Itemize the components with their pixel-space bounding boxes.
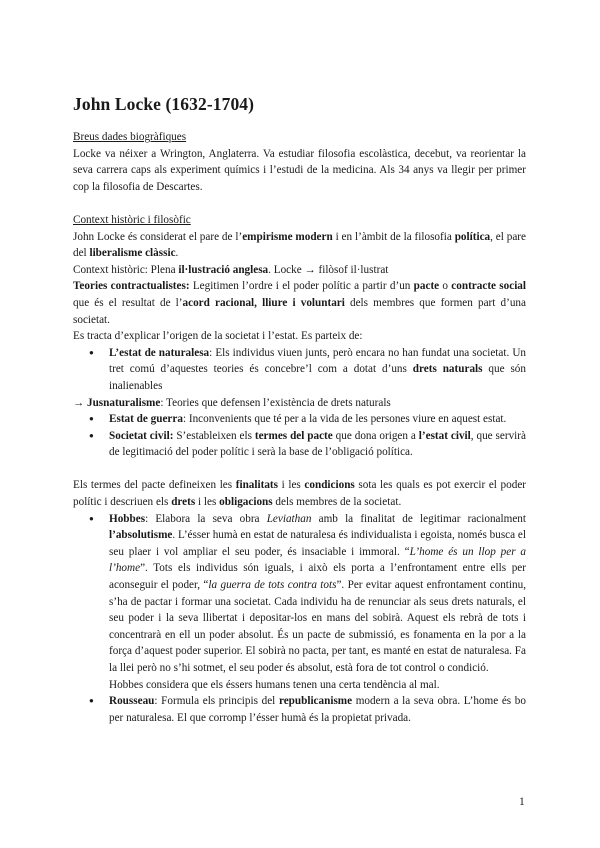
text-run: Els termes del pacte defineixen les	[73, 479, 236, 492]
text-run: i les	[278, 479, 305, 492]
text-run: Context històric: Plena	[73, 263, 179, 276]
text-run: , el pare del	[73, 230, 527, 260]
text-run: .	[175, 247, 179, 260]
text-run: sota les quals es pot exercir el poder polític i descriuen els	[73, 479, 527, 509]
spacer	[73, 195, 526, 212]
page-title: John Locke (1632-1704)	[73, 94, 255, 114]
bold-term: finalitats	[235, 479, 279, 492]
terms-paragraph	[73, 477, 526, 510]
list-item	[73, 345, 526, 395]
bold-term: Jusnaturalisme	[86, 396, 161, 409]
text-run: i en l’àmbit de la filosofia	[332, 230, 455, 243]
list-item	[73, 693, 526, 726]
bold-term: termes del pacte	[254, 429, 333, 442]
bold-term: il·lustració anglesa	[178, 263, 269, 276]
hobbes-note: Hobbes considera que els éssers humans tenen una certa tendència al mal.	[109, 678, 440, 691]
bold-term: liberalisme clàssic	[89, 247, 176, 260]
context-heading: Context històric i filosòfic	[73, 213, 191, 226]
text-run: que són inalienables	[109, 363, 526, 392]
text-run: ”. Per evitar aquest enfrontament continu, s’ha de pactar i formar una societat. Cada individu ha de renunciar als seus drets naturals, el seu poder i la seva llibertat i depositar-los en mans del sobirà. Aquest els rebrà de tots i concentrarà en ell un poder absolut. És un pacte de submissió, es fonamenta en la por a la força d’aquest poder superior. El sobirà no pacta, per tant, es manté en estat de naturalesa. Fa la llei però no s’hi sotmet, el seu poder és absolut, està fora de tot control o condició.	[109, 579, 526, 674]
text-run: Legitimen l’ordre i el poder polític a partir d’un	[189, 280, 414, 293]
bullet-list-hobbes	[73, 511, 526, 677]
context-paragraph-2	[73, 262, 526, 279]
text-run: que és el resultat de l’	[73, 296, 183, 309]
text-run: modern a la seva obra. L’home és bo per naturalesa. El que corromp l’ésser humà és la propietat privada.	[109, 695, 526, 724]
bold-term: acord racional, lliure i voluntari	[182, 296, 345, 309]
context-paragraph-1	[73, 229, 526, 262]
text-run: →	[73, 396, 87, 409]
bold-term: obligacions	[219, 496, 273, 509]
italic-term: L’home és un llop per a l’home	[109, 545, 526, 575]
text-run: : Inconvenients que té per a la vida de les persones viure en aquest estat.	[182, 413, 507, 426]
bold-term: Societat civil:	[109, 429, 174, 442]
page-content	[73, 93, 526, 726]
text-run: : Teories que defensen l’existència de drets naturals	[160, 396, 391, 409]
bold-term: Hobbes	[109, 512, 146, 525]
bio-paragraph: Locke va néixer a Wrington, Anglaterra. Va estudiar filosofia escolàstica, decebut, va reorientar la seva carrera caps als experiment químics i l’estudi de la medicina. Als 34 anys va llegir per primer cop la filosofia de Descartes.	[73, 147, 526, 193]
bold-term: contracte social	[451, 280, 526, 293]
text-run: amb la finalitat de legitimar racionalment	[311, 512, 527, 525]
text-run: i les	[195, 496, 220, 509]
text-run: . Locke → filòsof il·lustrat	[268, 263, 389, 276]
bold-term: política	[454, 230, 491, 243]
bold-term: drets	[171, 496, 196, 509]
bold-term: Estat de guerra	[109, 413, 183, 426]
context-paragraph-4: Es tracta d’explicar l’origen de la societat i l’estat. Es parteix de:	[73, 330, 363, 343]
bold-term: republicanisme	[278, 695, 353, 708]
list-item	[73, 411, 526, 428]
jusnaturalism-line	[73, 395, 526, 412]
text-run: dels membres de la societat.	[272, 496, 402, 509]
bold-term: Rousseau	[109, 695, 155, 708]
text-run: : Els individus viuen junts, però encara no han fundat una societat. Un tret comú d’aquestes teories és concebre’l com a dotat d’uns	[109, 346, 526, 376]
text-run: ”. Tots els individus són iguals, i això els porta a l’enfrontament entre ells per aconseguir el poder, “	[109, 562, 526, 592]
context-paragraph-3	[73, 278, 526, 328]
text-run: S’estableixen els	[173, 429, 255, 442]
text-run: : Formula els principis del	[154, 695, 279, 708]
page-number: 1	[519, 796, 525, 808]
list-item	[73, 511, 526, 677]
spacer	[73, 461, 526, 478]
text-run: John Locke és considerat el pare de l’	[73, 230, 243, 243]
bullet-list-state-of-nature	[73, 345, 526, 395]
bold-term: l’absolutisme	[109, 529, 173, 542]
text-run: que dona origen a	[332, 429, 419, 442]
bold-term: drets naturals	[412, 363, 483, 376]
bold-term: Teories contractualistes:	[73, 280, 190, 293]
bullet-list-war-civil	[73, 411, 526, 461]
bold-term: empirisme modern	[242, 230, 333, 243]
list-item	[73, 428, 526, 461]
italic-term: la guerra de tots contra tots	[208, 579, 337, 592]
text-run: . L’ésser humà en estat de naturalesa és individualista i egoista, només busca el seu plaer i vol ampliar el seu poder, és insaciable i immoral. “	[109, 529, 526, 558]
bold-term: L’estat de naturalesa	[109, 346, 210, 359]
bullet-list-rousseau	[73, 693, 526, 726]
text-run: o	[439, 280, 452, 293]
text-run: dels membres que formen part d’una societat.	[73, 296, 526, 326]
italic-term: Leviathan	[266, 512, 312, 525]
bold-term: pacte	[413, 280, 440, 293]
bio-heading: Breus dades biogràfiques	[73, 131, 187, 143]
text-run: , que servirà de legitimació del poder polític i serà la base de l’obligació política.	[109, 429, 526, 459]
bold-term: l’estat civil	[418, 429, 471, 442]
bold-term: condicions	[304, 479, 355, 492]
text-run: : Elabora la seva obra	[145, 512, 267, 525]
